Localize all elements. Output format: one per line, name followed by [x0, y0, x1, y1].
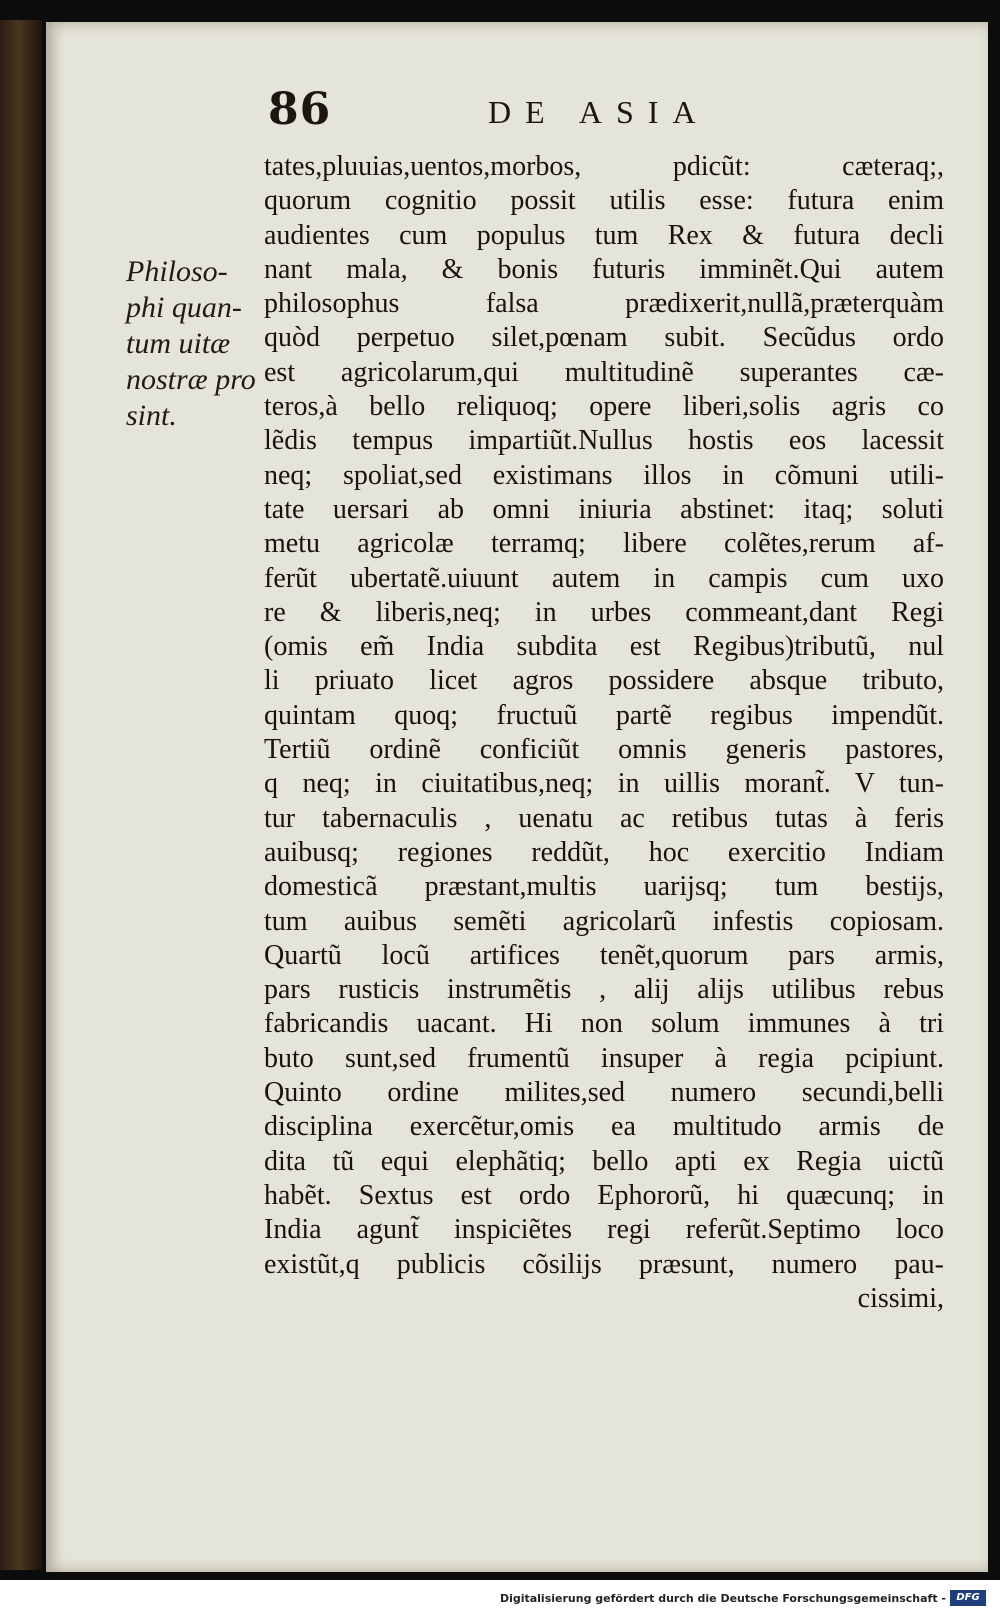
text-line: metu agricolæ terramq; libere colẽtes,rerum af- [264, 528, 944, 560]
text-line: domesticã præstant,multis uarijsq; tum bestijs, [264, 871, 944, 903]
text-line: Quartũ locũ artifices tenẽt,quorum pars armis, [264, 939, 944, 971]
text-line: nant mala, & bonis futuris imminẽt.Qui autem [264, 253, 944, 285]
text-line: existũt,q publicis cõsilijs præsunt, numero pau- [264, 1248, 944, 1280]
text-line: pars rusticis instrumẽtis , alij alijs utilibus rebus [264, 974, 944, 1006]
page-header [46, 84, 988, 144]
text-line: Tertiũ ordinẽ conficiũt omnis generis pastores, [264, 734, 944, 766]
body-text [264, 150, 944, 1316]
text-line: q neq; in ciuitatibus,neq; in uillis morant̃. V tun- [264, 768, 944, 800]
text-line: tur tabernaculis , uenatu ac retibus tutas à feris [264, 802, 944, 834]
catchword: cissimi, [857, 1282, 944, 1314]
text-line: Quinto ordine milites,sed numero secundi,belli [264, 1077, 944, 1109]
marginal-note-line: sint. [126, 399, 177, 432]
text-line: dita tũ equi elephãtiq; bello apti ex Regia uictũ [264, 1145, 944, 1177]
book-page [46, 22, 988, 1572]
text-line: lẽdis tempus impartiũt.Nullus hostis eos lacessit [264, 425, 944, 457]
marginal-note [126, 254, 266, 434]
marginal-note-line: phi quan- [126, 291, 242, 324]
text-line: habẽt. Sextus est ordo Ephororũ, hi quæcunq; in [264, 1179, 944, 1211]
footer-credit: Digitalisierung gefördert durch die Deutsche Forschungsgemeinschaft - [499, 1592, 946, 1605]
dfg-logo-icon: DFG [950, 1590, 986, 1606]
text-line: quintam quoq; fructuũ partẽ regibus impendũt. [264, 699, 944, 731]
text-line: disciplina exercẽtur,omis ea multitudo armis de [264, 1111, 944, 1143]
marginal-note-line: nostræ pro [126, 363, 256, 396]
text-line: est agricolarum,qui multitudinẽ superantes cæ- [264, 356, 944, 388]
text-line: re & liberis,neq; in urbes commeant,dant Regi [264, 596, 944, 628]
text-line: buto sunt,sed frumentũ insuper à regia pcipiunt. [264, 1042, 944, 1074]
text-line: quorum cognitio possit utilis esse: futura enim [264, 185, 944, 217]
running-title: DE ASIA [488, 94, 710, 130]
text-line: India agunt̃ inspiciẽtes regi referũt.Septimo loco [264, 1214, 944, 1246]
text-line: ferũt ubertatẽ.uiuunt autem in campis cum uxo [264, 562, 944, 594]
text-line: audientes cum populus tum Rex & futura decli [264, 219, 944, 251]
text-line: philosophus falsa prædixerit,nullã,præterquàm [264, 288, 944, 320]
marginal-note-line: Philoso- [126, 255, 228, 288]
text-line: neq; spoliat,sed existimans illos in cõmuni utili- [264, 459, 944, 491]
text-line: tate uersari ab omni iniuria abstinet: itaq; soluti [264, 493, 944, 525]
text-line: teros,à bello reliquoq; opere liberi,solis agris co [264, 391, 944, 423]
text-line: auibusq; regiones reddũt, hoc exercitio Indiam [264, 836, 944, 868]
text-line: fabricandis uacant. Hi non solum immunes à tri [264, 1008, 944, 1040]
text-line: quòd perpetuo silet,pœnam subit. Secũdus ordo [264, 322, 944, 354]
text-line: tates,pluuias,uentos,morbos, pdicũt: cæteraq;, [264, 151, 944, 182]
text-line: tum auibus semẽti agricolarũ infestis copiosam. [264, 905, 944, 937]
marginal-note-line: tum uitæ [126, 327, 231, 360]
page-number: 86 [268, 84, 332, 135]
digitization-footer [0, 1580, 1000, 1614]
text-line: (omis em̃ India subdita est Regibus)tributũ, nul [264, 631, 944, 663]
book-spine [0, 20, 42, 1570]
text-line: li priuato licet agros possidere absque tributo, [264, 665, 944, 697]
